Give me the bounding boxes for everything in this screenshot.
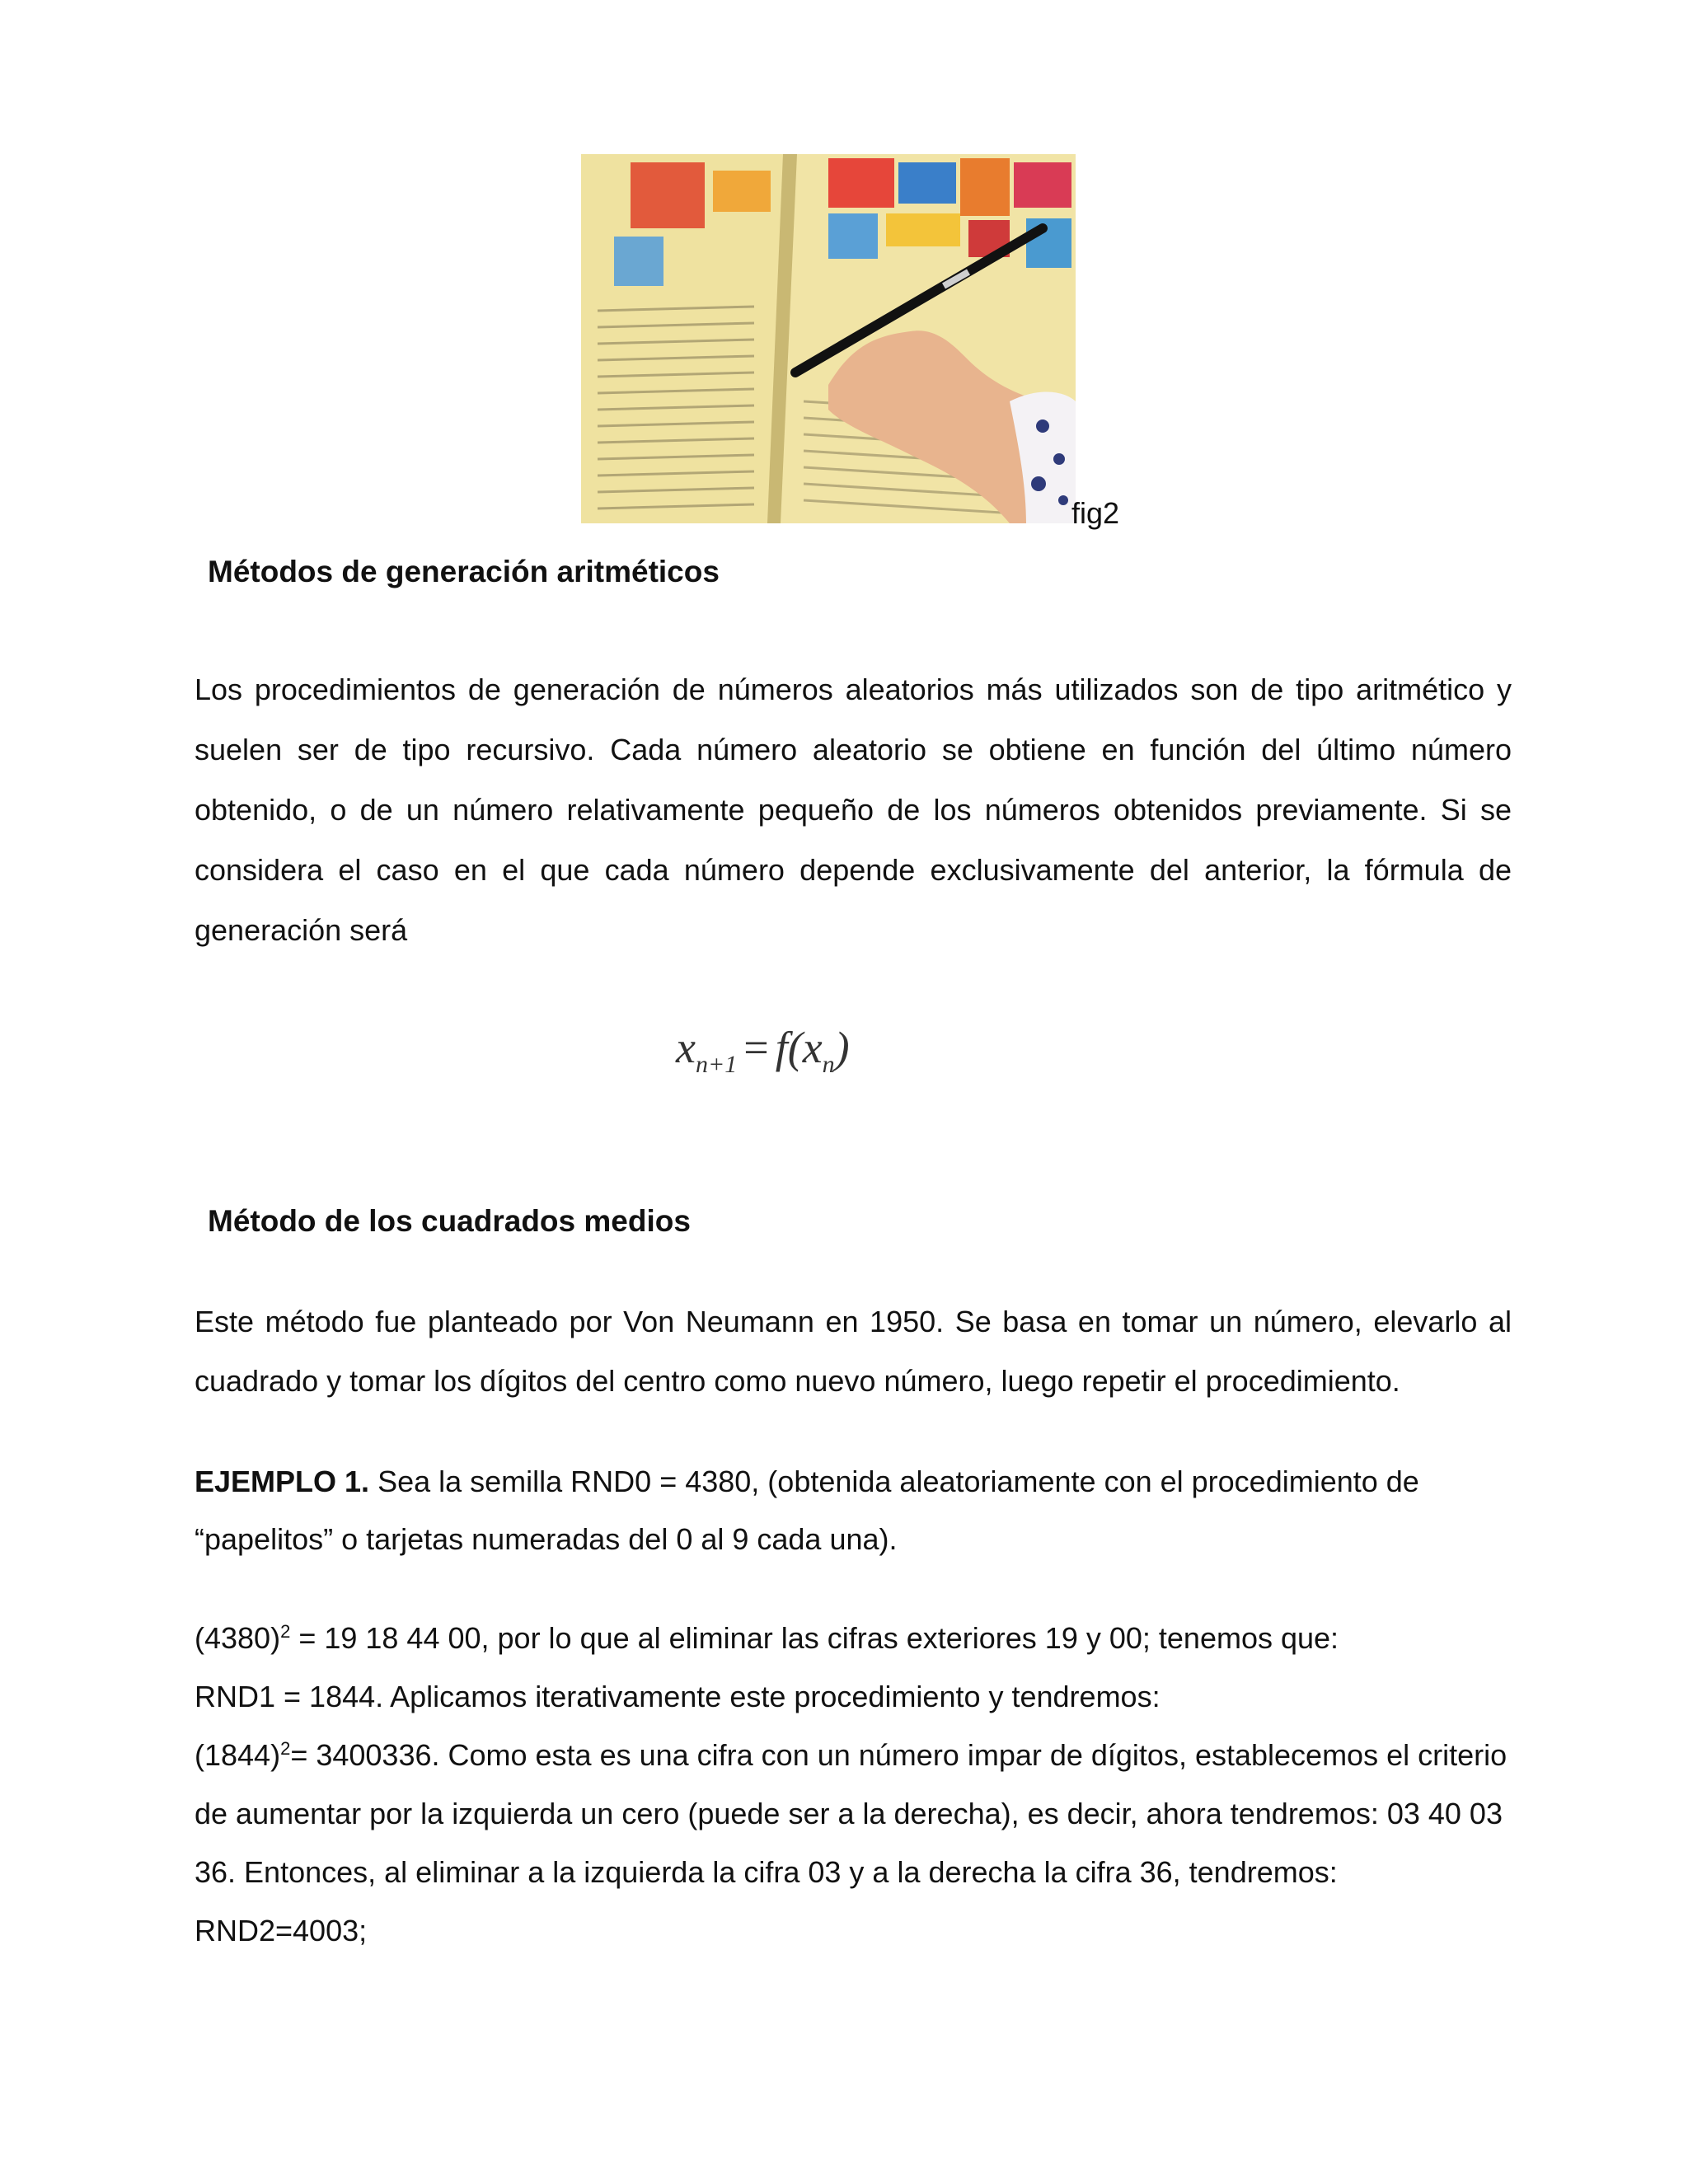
section-heading-middle-square: Método de los cuadrados medios — [208, 1204, 691, 1238]
example-text: Sea la semilla RND0 = 4380, (obtenida aleatoriamente con el procedimiento de “papelitos” o tarjetas numeradas del 0 al 9 cada una). — [195, 1465, 1419, 1556]
formula-close: ) — [834, 1023, 850, 1072]
calc-line-4: de aumentar por la izquierda un cero (puede ser a la derecha), es decir, ahora tendremos: 03 40 03 — [195, 1797, 1503, 1830]
calc-line-2: RND1 = 1844. Aplicamos iterativamente este procedimiento y tendremos: — [195, 1680, 1160, 1713]
calc-line-1-base: (4380) — [195, 1621, 281, 1655]
figure-caption: fig2 — [1071, 496, 1120, 530]
calc-line-1-text: = 19 18 44 00, por lo que al eliminar las cifras exteriores 19 y 00; tenemos que: — [290, 1621, 1339, 1655]
formula-rhs-sub: n — [822, 1050, 835, 1078]
hand-writing-on-newspaper-image — [581, 154, 1076, 523]
calc-line-6: RND2=4003; — [195, 1914, 368, 1947]
formula-lhs-var: x — [676, 1023, 696, 1072]
newspaper-photo — [581, 154, 1076, 523]
formula-fn: f( — [775, 1023, 803, 1072]
example-paragraph — [195, 1453, 1512, 1568]
example-label: EJEMPLO 1. — [195, 1465, 370, 1498]
calc-line-1-exponent: 2 — [280, 1621, 291, 1642]
calc-line-1 — [195, 1609, 1512, 1667]
formula-equals: = — [743, 1023, 769, 1072]
calc-line-3-exponent: 2 — [280, 1738, 291, 1759]
formula-lhs-sub: n+1 — [695, 1050, 738, 1078]
example-calculation — [195, 1609, 1512, 1960]
recursive-formula — [676, 1022, 850, 1078]
paragraph-middle-square: Este método fue planteado por Von Neumann en 1950. Se basa en tomar un número, elevarlo al cuadrado y tomar los dígitos del centro como nuevo número, luego repetir el procedimiento. — [195, 1305, 1512, 1398]
calc-line-3-base: (1844) — [195, 1738, 281, 1772]
calc-line-3 — [195, 1726, 1512, 1784]
calc-line-5: 36. Entonces, al eliminar a la izquierda la cifra 03 y a la derecha la cifra 36, tendremos: — [195, 1855, 1338, 1889]
calc-line-3-text: = 3400336. Como esta es una cifra con un número impar de dígitos, establecemos el criterio — [290, 1738, 1507, 1772]
formula-rhs-var: x — [802, 1023, 823, 1072]
section-heading-arithmetic-methods: Métodos de generación aritméticos — [208, 555, 720, 588]
paragraph-arithmetic-methods: Los procedimientos de generación de números aleatorios más utilizados son de tipo aritmético y suelen ser de tipo recursivo. Cada número aleatorio se obtiene en función del último número obtenido, o de un número relativamente pequeño de los números obtenidos previamente. Si se considera el caso en el que cada número depende exclusivamente del anterior, la fórmula de generación será — [195, 673, 1512, 947]
